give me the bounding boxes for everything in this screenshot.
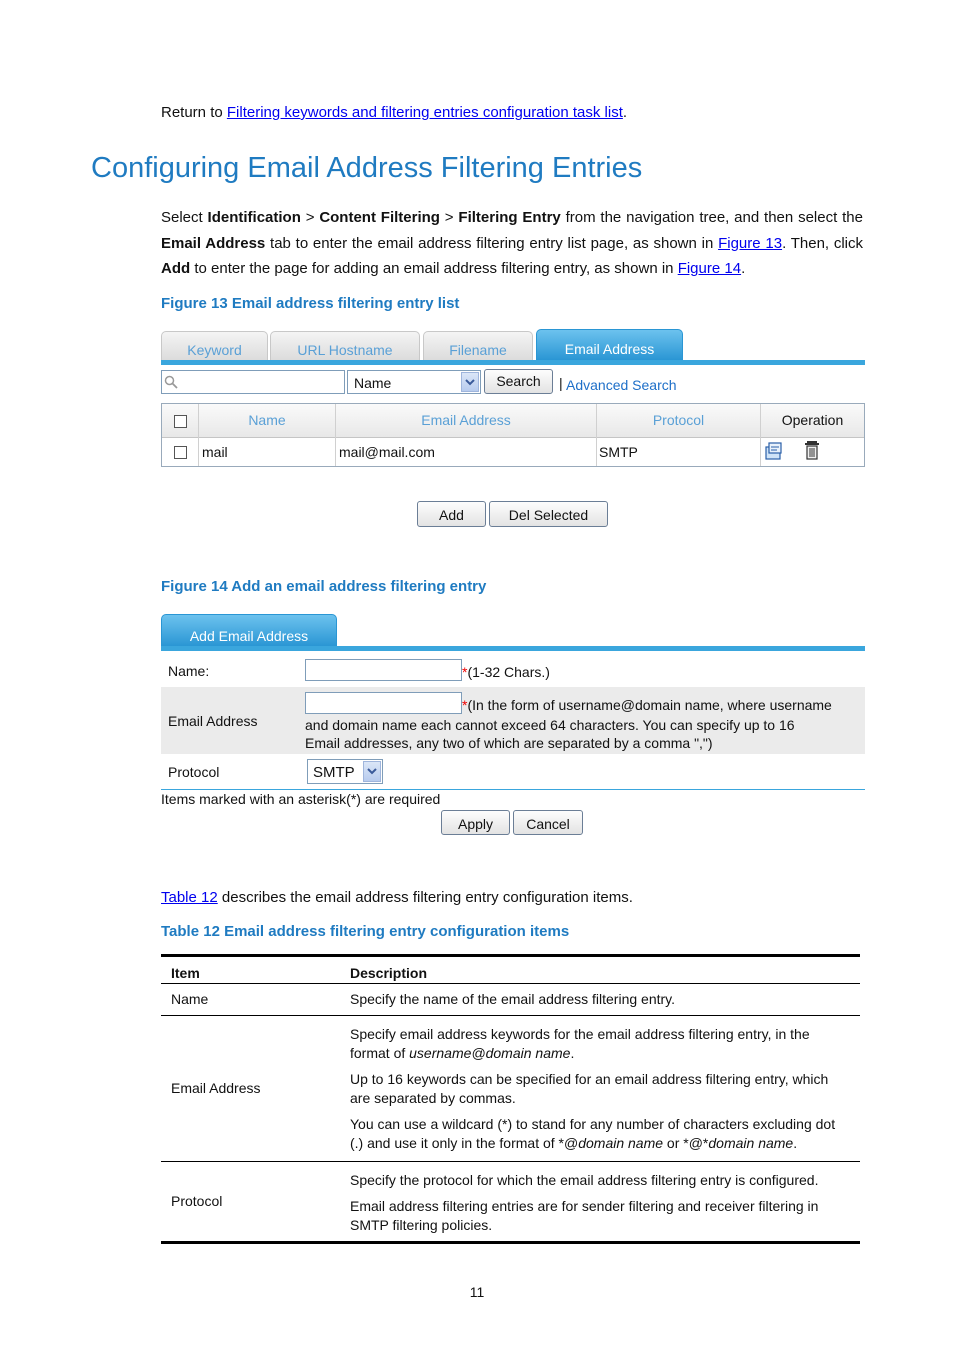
table-row [161, 1016, 860, 1162]
page-number: 11 [469, 1284, 485, 1300]
email-hint-line2: and domain name each cannot exceed 64 characters. You can specify up to 16 [305, 717, 795, 733]
item-email: Email Address [161, 1016, 340, 1162]
tab-email-address[interactable]: Email Address [536, 329, 683, 360]
protocol-row [161, 754, 865, 790]
table12-caption: Table 12 Email address filtering entry configuration items [161, 923, 570, 940]
intro-paragraph: Select Identification > Content Filtering > Filtering Entry from the navigation tree, and then select the Email Address tab to enter the email address filtering entry list page, as shown in Figure 13. Then, click Add to enter the page for adding an email address filtering entry, as shown in Figure 14. [161, 209, 864, 277]
required-note: Items marked with an asterisk(*) are required [161, 791, 441, 807]
add-tab-bar [161, 613, 865, 651]
name-label: Name: [168, 663, 210, 679]
row-email: mail@mail.com [339, 444, 435, 460]
email-input[interactable] [305, 692, 462, 714]
tab-keyword[interactable]: Keyword [161, 331, 268, 360]
header-item: Item [161, 956, 340, 984]
column-header-protocol[interactable]: Protocol [652, 412, 705, 428]
item-name: Name [161, 984, 340, 1016]
section-heading: Configuring Email Address Filtering Entries [91, 152, 643, 184]
entry-table [161, 403, 865, 467]
protocol-select[interactable]: SMTP [307, 759, 383, 784]
tab-filename[interactable]: Filename [423, 331, 533, 360]
table-header-row [161, 956, 860, 984]
figure14-link[interactable]: Figure 14 [677, 260, 742, 277]
advanced-search-link[interactable]: Advanced Search [566, 377, 677, 393]
separator: | [559, 375, 563, 391]
table-row [161, 984, 860, 1016]
email-row [161, 687, 865, 754]
table-row [161, 1162, 860, 1243]
header-description: Description [340, 956, 860, 984]
search-icon [164, 375, 178, 389]
name-row [161, 655, 865, 687]
figure13-caption: Figure 13 Email address filtering entry list [161, 295, 460, 312]
search-button[interactable]: Search [484, 369, 553, 394]
email-hint: *(In the form of username@domain name, where username [462, 697, 832, 713]
chevron-down-icon [461, 372, 479, 392]
config-items-table [161, 954, 860, 1244]
table12-link[interactable]: Table 12 [161, 889, 218, 906]
name-input[interactable] [305, 659, 462, 681]
name-hint: *(1-32 Chars.) [462, 664, 550, 680]
protocol-label: Protocol [168, 764, 220, 780]
desc-email: Specify email address keywords for the email address filtering entry, in the format of username@domain name. Up to 16 keywords can be specified for an email address filtering entry, which are separated by commas. You can use a wildcard (*) to stand for any number of characters excluding dot (.) and use it only in the format of *@domain name or *@*domain name. [340, 1016, 860, 1162]
chevron-down-icon [363, 761, 381, 782]
task-list-link[interactable]: Filtering keywords and filtering entries configuration task list [226, 104, 623, 121]
cancel-button[interactable]: Cancel [513, 810, 583, 835]
edit-icon[interactable] [764, 441, 784, 461]
delete-icon[interactable] [804, 440, 820, 460]
field-select[interactable]: Name [347, 370, 481, 394]
column-header-email[interactable]: Email Address [421, 412, 511, 428]
column-header-name[interactable]: Name [248, 412, 286, 428]
search-input[interactable] [161, 370, 345, 394]
item-protocol: Protocol [161, 1162, 340, 1243]
email-label: Email Address [168, 713, 258, 729]
desc-protocol: Specify the protocol for which the email address filtering entry is configured. Email address filtering entries are for sender filtering and receiver filtering in SMTP filtering policies. [340, 1162, 860, 1243]
tab-bar [161, 329, 865, 365]
select-all-checkbox[interactable] [174, 415, 187, 428]
add-button[interactable]: Add [417, 501, 486, 527]
tab-add-email-address[interactable]: Add Email Address [161, 614, 337, 646]
apply-button[interactable]: Apply [441, 810, 510, 835]
column-header-operation: Operation [781, 412, 844, 428]
figure13-link[interactable]: Figure 13 [718, 234, 783, 252]
row-checkbox[interactable] [174, 446, 187, 459]
del-selected-button[interactable]: Del Selected [489, 501, 608, 527]
row-protocol: SMTP [599, 444, 638, 460]
desc-name: Specify the name of the email address filtering entry. [340, 984, 860, 1016]
email-hint-line3: Email addresses, any two of which are separated by a comma ",") [305, 735, 713, 751]
return-line: Return to Filtering keywords and filtering entries configuration task list. [161, 104, 628, 121]
table-ref-line: Table 12 describes the email address filtering entry configuration items. [161, 889, 633, 906]
tab-url-hostname[interactable]: URL Hostname [270, 331, 420, 360]
figure14-caption: Figure 14 Add an email address filtering entry [161, 578, 487, 595]
row-name: mail [202, 444, 228, 460]
